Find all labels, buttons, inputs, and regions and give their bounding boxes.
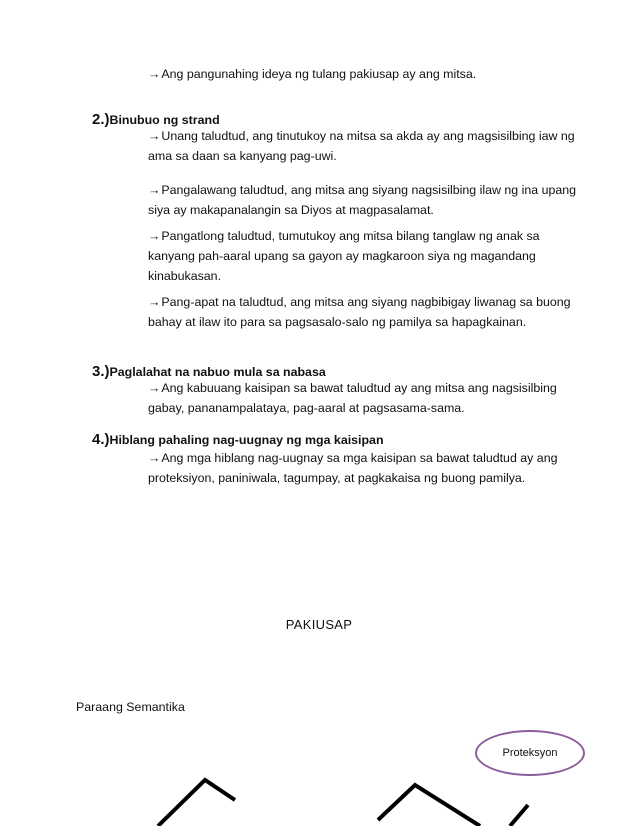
- section-2-heading: 2.)Binubuo ng strand: [92, 111, 220, 128]
- left-connector-line: [158, 780, 235, 826]
- section-2-paragraph-4: →Pang-apat na taludtud, ang mitsa ang siyang nagbibigay liwanag sa buong bahay at ilaw ito para sa pagsasalo-salo ng pamilya sa hapagkainan.: [148, 295, 571, 329]
- oval-text: Proteksyon: [502, 747, 558, 759]
- diagram-title: PAKIUSAP: [285, 617, 353, 632]
- arrow-icon: →: [148, 451, 161, 465]
- arrow-icon: →: [148, 67, 161, 81]
- arrow-icon: →: [148, 229, 161, 243]
- diagram-lines: [0, 760, 638, 826]
- method-label: Paraang Semantika: [76, 700, 185, 714]
- arrow-icon: →: [148, 295, 161, 309]
- section-4-heading: 4.)Hiblang pahaling nag-uugnay ng mga kaisipan: [92, 431, 384, 448]
- section-3-heading: 3.)Paglalahat na nabuo mula sa nabasa: [92, 363, 326, 380]
- middle-connector-line: [378, 785, 480, 826]
- section-3-paragraph-1: →Ang kabuuang kaisipan sa bawat taludtud ay ang mitsa ang nagsisilbing gabay, pananampalataya, pag-aaral at pagsasama-sama.: [148, 381, 557, 415]
- arrow-icon: →: [148, 381, 161, 395]
- arrow-icon: →: [148, 183, 161, 197]
- section-4-paragraph-1: →Ang mga hiblang nag-uugnay sa mga kaisipan sa bawat taludtud ay ang proteksiyon, paniniwala, tagumpay, at pagkakaisa ng buong pamilya.: [148, 451, 558, 485]
- section-2-paragraph-2: →Pangalawang taludtud, ang mitsa ang siyang nagsisilbing ilaw ng ina upang siya ay makapanalangin sa Diyos at magpasalamat.: [148, 183, 577, 217]
- section-2-paragraph-1: →Unang taludtud, ang tinutukoy na mitsa sa akda ay ang magsisilbing iaw ng ama sa daan sa kanyang pag-uwi.: [148, 129, 575, 163]
- right-connector-line: [510, 805, 528, 826]
- intro-paragraph: →Ang pangunahing ideya ng tulang pakiusap ay ang mitsa.: [148, 67, 477, 81]
- section-2-paragraph-3: →Pangatlong taludtud, tumutukoy ang mitsa bilang tanglaw ng anak sa kanyang pah-aaral upang sa gayon ay magkaroon siya ng magandang kinabukasan.: [148, 229, 540, 283]
- arrow-icon: →: [148, 129, 161, 143]
